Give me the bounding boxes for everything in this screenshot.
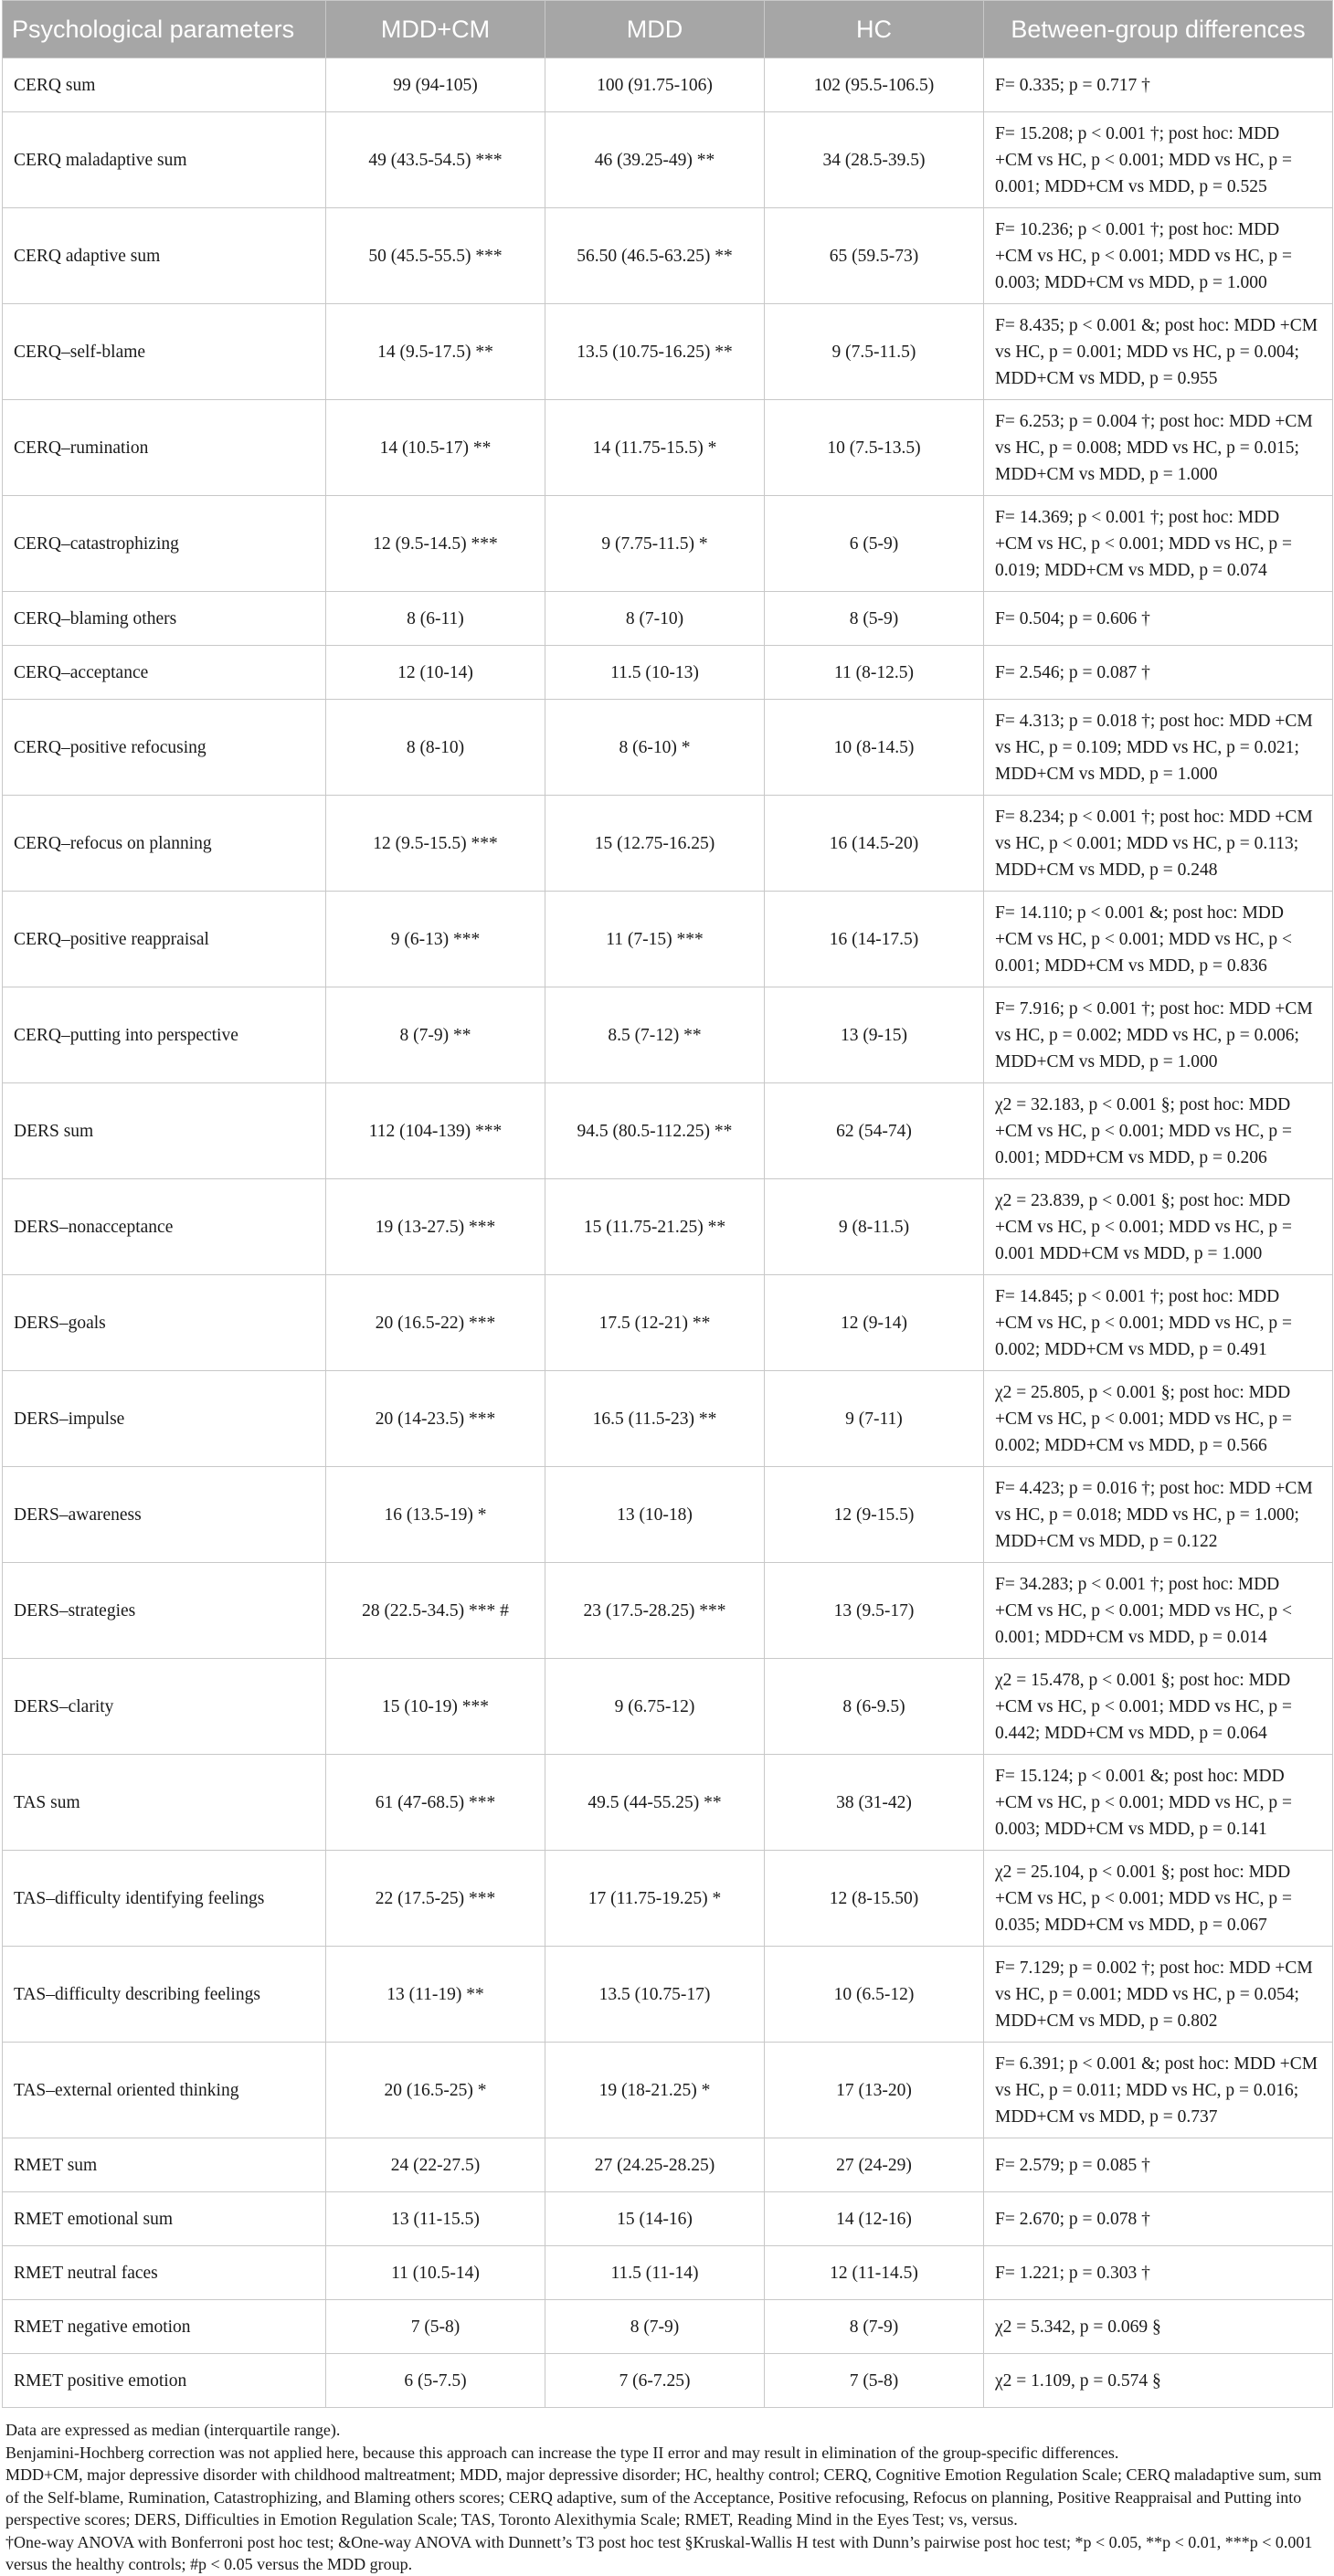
row-parameter: RMET emotional sum — [3, 2192, 326, 2246]
row-parameter: TAS–difficulty identifying feelings — [3, 1851, 326, 1947]
table-row — [3, 400, 1333, 496]
row-mdd-value: 15 (11.75-21.25) ** — [545, 1179, 765, 1275]
row-between-group-result: F= 14.369; p < 0.001 †; post hoc: MDD +CM vs HC, p < 0.001; MDD vs HC, p = 0.019; MDD+CM vs MDD, p = 0.074 — [984, 496, 1333, 592]
row-between-group-result: F= 10.236; p < 0.001 †; post hoc: MDD +CM vs HC, p < 0.001; MDD vs HC, p = 0.003; MDD+CM vs MDD, p = 1.000 — [984, 208, 1333, 304]
row-mdd-cm-value: 11 (10.5-14) — [326, 2246, 545, 2300]
row-parameter: DERS sum — [3, 1083, 326, 1179]
table-header — [3, 1, 1333, 58]
row-mdd-cm-value: 99 (94-105) — [326, 58, 545, 112]
row-hc-value: 12 (9-15.5) — [765, 1467, 984, 1563]
row-between-group-result: F= 34.283; p < 0.001 †; post hoc: MDD +CM vs HC, p < 0.001; MDD vs HC, p < 0.001; MDD+CM vs MDD, p = 0.014 — [984, 1563, 1333, 1659]
table-row — [3, 700, 1333, 796]
row-hc-value: 13 (9-15) — [765, 987, 984, 1083]
row-mdd-value: 7 (6-7.25) — [545, 2354, 765, 2408]
table-row — [3, 1851, 1333, 1947]
row-mdd-cm-value: 9 (6-13) *** — [326, 892, 545, 987]
row-hc-value: 16 (14.5-20) — [765, 796, 984, 892]
table-row — [3, 2138, 1333, 2192]
row-mdd-value: 17.5 (12-21) ** — [545, 1275, 765, 1371]
table-row — [3, 2192, 1333, 2246]
row-mdd-cm-value: 13 (11-19) ** — [326, 1947, 545, 2043]
header-between-group-differences: Between-group differences — [984, 1, 1333, 58]
table-body — [3, 58, 1333, 2408]
row-parameter: DERS–goals — [3, 1275, 326, 1371]
row-between-group-result: F= 8.234; p < 0.001 †; post hoc: MDD +CM vs HC, p < 0.001; MDD vs HC, p = 0.113; MDD+CM vs MDD, p = 0.248 — [984, 796, 1333, 892]
table-footnotes — [5, 2419, 1329, 2576]
row-hc-value: 38 (31-42) — [765, 1755, 984, 1851]
footnote-3: MDD+CM, major depressive disorder with childhood maltreatment; MDD, major depressive disorder; HC, healthy control; CERQ, Cognitive Emotion Regulation Scale; CERQ maladaptive sum, sum of the Self-blame, Rumination, Catastrophizing, and Blaming others scores; CERQ adaptive, sum of the Acceptance, Positive refocusing, Refocus on planning, Positive Reappraisal and Putting into perspective scores; DERS, Difficulties in Emotion Regulation Scale; TAS, Toronto Alexithymia Scale; RMET, Reading Mind in the Eyes Test; vs, versus. — [5, 2465, 1322, 2528]
row-between-group-result: χ2 = 32.183, p < 0.001 §; post hoc: MDD +CM vs HC, p < 0.001; MDD vs HC, p = 0.001; MDD+CM vs MDD, p = 0.206 — [984, 1083, 1333, 1179]
row-mdd-value: 19 (18-21.25) * — [545, 2043, 765, 2138]
row-mdd-cm-value: 20 (16.5-22) *** — [326, 1275, 545, 1371]
row-mdd-value: 23 (17.5-28.25) *** — [545, 1563, 765, 1659]
row-mdd-cm-value: 12 (10-14) — [326, 646, 545, 700]
row-mdd-cm-value: 16 (13.5-19) * — [326, 1467, 545, 1563]
row-mdd-value: 9 (6.75-12) — [545, 1659, 765, 1755]
row-hc-value: 102 (95.5-106.5) — [765, 58, 984, 112]
row-hc-value: 8 (6-9.5) — [765, 1659, 984, 1755]
table-row — [3, 1659, 1333, 1755]
row-hc-value: 9 (8-11.5) — [765, 1179, 984, 1275]
row-parameter: CERQ maladaptive sum — [3, 112, 326, 208]
row-between-group-result: F= 7.129; p = 0.002 †; post hoc: MDD +CM vs HC, p = 0.001; MDD vs HC, p = 0.054; MDD+CM vs MDD, p = 0.802 — [984, 1947, 1333, 2043]
row-mdd-cm-value: 49 (43.5-54.5) *** — [326, 112, 545, 208]
row-mdd-cm-value: 19 (13-27.5) *** — [326, 1179, 545, 1275]
row-between-group-result: F= 0.335; p = 0.717 † — [984, 58, 1333, 112]
footnote-1: Data are expressed as median (interquartile range). — [5, 2421, 341, 2439]
table-row — [3, 2246, 1333, 2300]
row-parameter: CERQ sum — [3, 58, 326, 112]
row-hc-value: 6 (5-9) — [765, 496, 984, 592]
row-mdd-value: 49.5 (44-55.25) ** — [545, 1755, 765, 1851]
row-parameter: RMET negative emotion — [3, 2300, 326, 2354]
row-mdd-value: 17 (11.75-19.25) * — [545, 1851, 765, 1947]
row-hc-value: 17 (13-20) — [765, 2043, 984, 2138]
table-row — [3, 1947, 1333, 2043]
row-hc-value: 9 (7-11) — [765, 1371, 984, 1467]
row-mdd-cm-value: 14 (10.5-17) ** — [326, 400, 545, 496]
table-row — [3, 1083, 1333, 1179]
row-hc-value: 27 (24-29) — [765, 2138, 984, 2192]
row-mdd-cm-value: 13 (11-15.5) — [326, 2192, 545, 2246]
row-between-group-result: χ2 = 25.104, p < 0.001 §; post hoc: MDD +CM vs HC, p < 0.001; MDD vs HC, p = 0.035; MDD+CM vs MDD, p = 0.067 — [984, 1851, 1333, 1947]
row-mdd-value: 8 (7-10) — [545, 592, 765, 646]
row-hc-value: 8 (5-9) — [765, 592, 984, 646]
row-mdd-value: 16.5 (11.5-23) ** — [545, 1371, 765, 1467]
row-between-group-result: F= 2.579; p = 0.085 † — [984, 2138, 1333, 2192]
results-table — [2, 0, 1333, 2408]
row-parameter: DERS–impulse — [3, 1371, 326, 1467]
table-row — [3, 1563, 1333, 1659]
table-row — [3, 1179, 1333, 1275]
row-parameter: RMET neutral faces — [3, 2246, 326, 2300]
header-mdd-cm: MDD+CM — [326, 1, 545, 58]
row-parameter: CERQ–blaming others — [3, 592, 326, 646]
row-parameter: TAS–difficulty describing feelings — [3, 1947, 326, 2043]
table-row — [3, 208, 1333, 304]
row-parameter: CERQ–positive refocusing — [3, 700, 326, 796]
row-parameter: RMET sum — [3, 2138, 326, 2192]
table-row — [3, 112, 1333, 208]
row-hc-value: 13 (9.5-17) — [765, 1563, 984, 1659]
row-hc-value: 12 (11-14.5) — [765, 2246, 984, 2300]
row-hc-value: 65 (59.5-73) — [765, 208, 984, 304]
row-between-group-result: F= 6.253; p = 0.004 †; post hoc: MDD +CM vs HC, p = 0.008; MDD vs HC, p = 0.015; MDD+CM vs MDD, p = 1.000 — [984, 400, 1333, 496]
row-between-group-result: χ2 = 5.342, p = 0.069 § — [984, 2300, 1333, 2354]
row-mdd-value: 8 (7-9) — [545, 2300, 765, 2354]
row-hc-value: 16 (14-17.5) — [765, 892, 984, 987]
row-mdd-value: 15 (12.75-16.25) — [545, 796, 765, 892]
row-mdd-cm-value: 7 (5-8) — [326, 2300, 545, 2354]
row-parameter: CERQ–rumination — [3, 400, 326, 496]
row-between-group-result: χ2 = 1.109, p = 0.574 § — [984, 2354, 1333, 2408]
row-mdd-cm-value: 50 (45.5-55.5) *** — [326, 208, 545, 304]
row-mdd-value: 11.5 (10-13) — [545, 646, 765, 700]
row-mdd-value: 9 (7.75-11.5) * — [545, 496, 765, 592]
table-row — [3, 892, 1333, 987]
table-row — [3, 496, 1333, 592]
row-between-group-result: F= 15.124; p < 0.001 &; post hoc: MDD +CM vs HC, p < 0.001; MDD vs HC, p = 0.003; MDD+CM vs MDD, p = 0.141 — [984, 1755, 1333, 1851]
row-hc-value: 11 (8-12.5) — [765, 646, 984, 700]
row-mdd-cm-value: 22 (17.5-25) *** — [326, 1851, 545, 1947]
row-mdd-value: 14 (11.75-15.5) * — [545, 400, 765, 496]
footnote-4: †One-way ANOVA with Bonferroni post hoc test; &One-way ANOVA with Dunnett’s T3 post hoc test §Kruskal-Wallis H test with Dunn’s pairwise post hoc test; *p < 0.05, **p < 0.01, ***p < 0.001 versus the healthy controls; #p < 0.05 versus the MDD group. — [5, 2532, 1313, 2573]
table-row — [3, 1275, 1333, 1371]
row-mdd-cm-value: 15 (10-19) *** — [326, 1659, 545, 1755]
row-mdd-value: 27 (24.25-28.25) — [545, 2138, 765, 2192]
row-between-group-result: χ2 = 23.839, p < 0.001 §; post hoc: MDD +CM vs HC, p < 0.001; MDD vs HC, p = 0.001 MDD+CM vs MDD, p = 1.000 — [984, 1179, 1333, 1275]
table-row — [3, 2354, 1333, 2408]
row-hc-value: 10 (6.5-12) — [765, 1947, 984, 2043]
row-parameter: TAS–external oriented thinking — [3, 2043, 326, 2138]
row-hc-value: 62 (54-74) — [765, 1083, 984, 1179]
row-between-group-result: χ2 = 25.805, p < 0.001 §; post hoc: MDD +CM vs HC, p < 0.001; MDD vs HC, p = 0.002; MDD+CM vs MDD, p = 0.566 — [984, 1371, 1333, 1467]
row-mdd-cm-value: 8 (7-9) ** — [326, 987, 545, 1083]
row-between-group-result: F= 0.504; p = 0.606 † — [984, 592, 1333, 646]
row-mdd-cm-value: 61 (47-68.5) *** — [326, 1755, 545, 1851]
row-between-group-result: F= 14.110; p < 0.001 &; post hoc: MDD +CM vs HC, p < 0.001; MDD vs HC, p < 0.001; MDD+CM vs MDD, p = 0.836 — [984, 892, 1333, 987]
row-parameter: DERS–strategies — [3, 1563, 326, 1659]
row-hc-value: 7 (5-8) — [765, 2354, 984, 2408]
row-mdd-cm-value: 20 (16.5-25) * — [326, 2043, 545, 2138]
table-row — [3, 304, 1333, 400]
table-row — [3, 2300, 1333, 2354]
row-mdd-cm-value: 112 (104-139) *** — [326, 1083, 545, 1179]
table-row — [3, 592, 1333, 646]
row-mdd-cm-value: 12 (9.5-14.5) *** — [326, 496, 545, 592]
row-hc-value: 10 (8-14.5) — [765, 700, 984, 796]
row-parameter: CERQ–refocus on planning — [3, 796, 326, 892]
row-parameter: CERQ–catastrophizing — [3, 496, 326, 592]
row-parameter: DERS–awareness — [3, 1467, 326, 1563]
row-between-group-result: F= 4.423; p = 0.016 †; post hoc: MDD +CM vs HC, p = 0.018; MDD vs HC, p = 1.000; MDD+CM vs MDD, p = 0.122 — [984, 1467, 1333, 1563]
header-hc: HC — [765, 1, 984, 58]
row-parameter: DERS–nonacceptance — [3, 1179, 326, 1275]
row-between-group-result: F= 4.313; p = 0.018 †; post hoc: MDD +CM vs HC, p = 0.109; MDD vs HC, p = 0.021; MDD+CM vs MDD, p = 1.000 — [984, 700, 1333, 796]
row-mdd-cm-value: 20 (14-23.5) *** — [326, 1371, 545, 1467]
row-mdd-cm-value: 12 (9.5-15.5) *** — [326, 796, 545, 892]
table-row — [3, 646, 1333, 700]
row-parameter: CERQ–acceptance — [3, 646, 326, 700]
row-mdd-value: 94.5 (80.5-112.25) ** — [545, 1083, 765, 1179]
row-parameter: CERQ–putting into perspective — [3, 987, 326, 1083]
row-mdd-value: 8 (6-10) * — [545, 700, 765, 796]
row-mdd-cm-value: 28 (22.5-34.5) *** # — [326, 1563, 545, 1659]
row-between-group-result: F= 15.208; p < 0.001 †; post hoc: MDD +CM vs HC, p < 0.001; MDD vs HC, p = 0.001; MDD+CM vs MDD, p = 0.525 — [984, 112, 1333, 208]
row-parameter: DERS–clarity — [3, 1659, 326, 1755]
row-hc-value: 9 (7.5-11.5) — [765, 304, 984, 400]
row-between-group-result: F= 7.916; p < 0.001 †; post hoc: MDD +CM vs HC, p = 0.002; MDD vs HC, p = 0.006; MDD+CM vs MDD, p = 1.000 — [984, 987, 1333, 1083]
row-parameter: CERQ–self-blame — [3, 304, 326, 400]
row-parameter: RMET positive emotion — [3, 2354, 326, 2408]
table-row — [3, 1755, 1333, 1851]
row-mdd-value: 11.5 (11-14) — [545, 2246, 765, 2300]
row-mdd-value: 56.50 (46.5-63.25) ** — [545, 208, 765, 304]
row-mdd-value: 46 (39.25-49) ** — [545, 112, 765, 208]
table-row — [3, 987, 1333, 1083]
row-mdd-value: 15 (14-16) — [545, 2192, 765, 2246]
row-mdd-cm-value: 8 (6-11) — [326, 592, 545, 646]
row-parameter: CERQ–positive reappraisal — [3, 892, 326, 987]
row-between-group-result: F= 6.391; p < 0.001 &; post hoc: MDD +CM vs HC, p = 0.011; MDD vs HC, p = 0.016; MDD+CM vs MDD, p = 0.737 — [984, 2043, 1333, 2138]
row-hc-value: 34 (28.5-39.5) — [765, 112, 984, 208]
table-row — [3, 1467, 1333, 1563]
row-hc-value: 10 (7.5-13.5) — [765, 400, 984, 496]
row-mdd-value: 13 (10-18) — [545, 1467, 765, 1563]
row-hc-value: 8 (7-9) — [765, 2300, 984, 2354]
row-hc-value: 12 (9-14) — [765, 1275, 984, 1371]
table-row — [3, 2043, 1333, 2138]
header-psychological-parameters: Psychological parameters — [3, 1, 326, 58]
row-mdd-value: 100 (91.75-106) — [545, 58, 765, 112]
row-mdd-value: 13.5 (10.75-16.25) ** — [545, 304, 765, 400]
row-parameter: CERQ adaptive sum — [3, 208, 326, 304]
row-between-group-result: F= 14.845; p < 0.001 †; post hoc: MDD +CM vs HC, p < 0.001; MDD vs HC, p = 0.002; MDD+CM vs MDD, p = 0.491 — [984, 1275, 1333, 1371]
footnote-2: Benjamini-Hochberg correction was not applied here, because this approach can increase the type II error and may result in elimination of the group-specific differences. — [5, 2443, 1119, 2462]
row-mdd-value: 8.5 (7-12) ** — [545, 987, 765, 1083]
row-between-group-result: χ2 = 15.478, p < 0.001 §; post hoc: MDD +CM vs HC, p < 0.001; MDD vs HC, p = 0.442; MDD+CM vs MDD, p = 0.064 — [984, 1659, 1333, 1755]
row-between-group-result: F= 2.546; p = 0.087 † — [984, 646, 1333, 700]
table-row — [3, 58, 1333, 112]
header-mdd: MDD — [545, 1, 765, 58]
row-between-group-result: F= 2.670; p = 0.078 † — [984, 2192, 1333, 2246]
row-parameter: TAS sum — [3, 1755, 326, 1851]
table-row — [3, 796, 1333, 892]
row-mdd-cm-value: 24 (22-27.5) — [326, 2138, 545, 2192]
row-mdd-value: 13.5 (10.75-17) — [545, 1947, 765, 2043]
row-between-group-result: F= 1.221; p = 0.303 † — [984, 2246, 1333, 2300]
row-mdd-cm-value: 6 (5-7.5) — [326, 2354, 545, 2408]
row-hc-value: 12 (8-15.50) — [765, 1851, 984, 1947]
row-between-group-result: F= 8.435; p < 0.001 &; post hoc: MDD +CM vs HC, p = 0.001; MDD vs HC, p = 0.004; MDD+CM vs MDD, p = 0.955 — [984, 304, 1333, 400]
row-mdd-cm-value: 8 (8-10) — [326, 700, 545, 796]
row-mdd-value: 11 (7-15) *** — [545, 892, 765, 987]
row-mdd-cm-value: 14 (9.5-17.5) ** — [326, 304, 545, 400]
table-row — [3, 1371, 1333, 1467]
row-hc-value: 14 (12-16) — [765, 2192, 984, 2246]
